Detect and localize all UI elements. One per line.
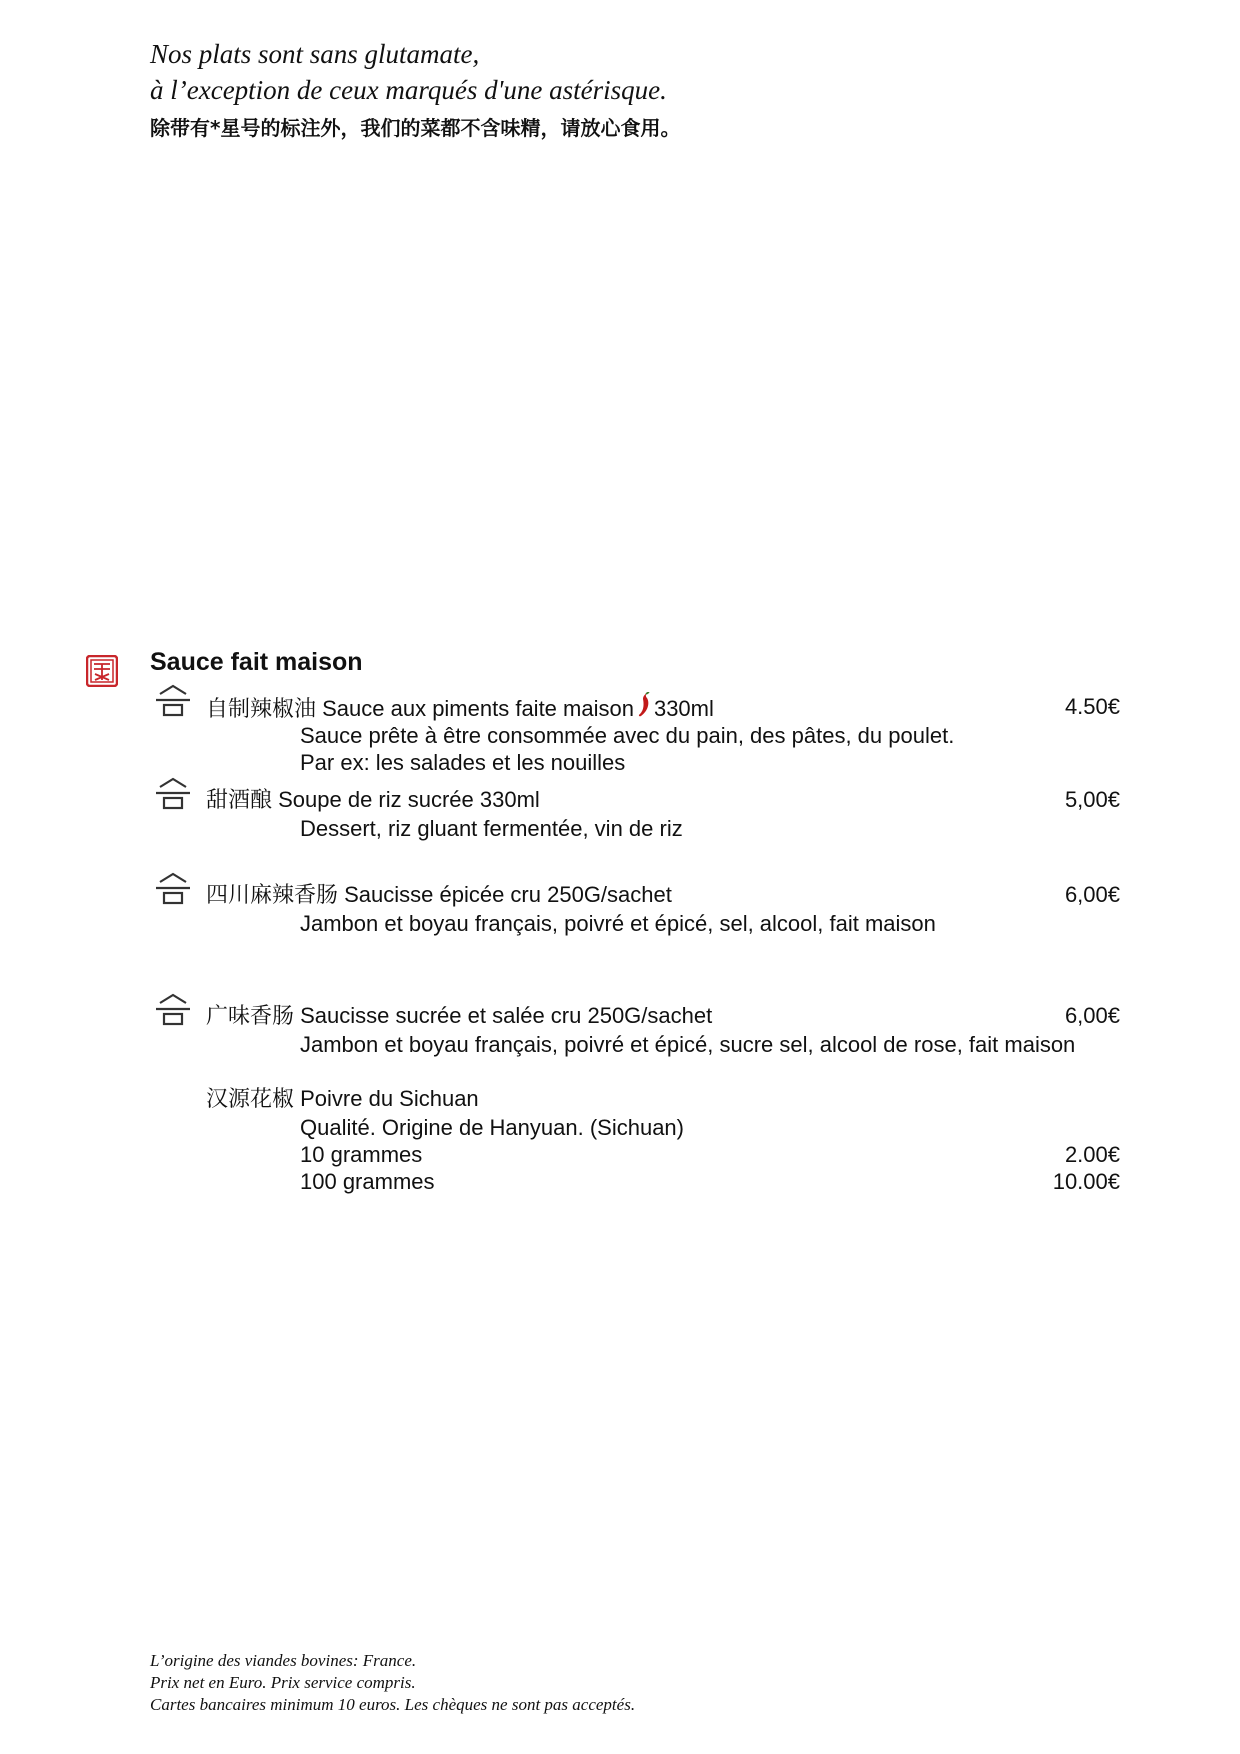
item-description: Sauce prête à être consommée avec du pain, des pâtes, du poulet. (300, 723, 955, 748)
item-description: Dessert, riz gluant fermentée, vin de riz (300, 816, 683, 841)
pepper-option-label: 10 grammes (300, 1142, 423, 1167)
menu-item (150, 692, 1120, 776)
pepper-item (150, 1084, 1120, 1195)
takeaway-icon (154, 993, 192, 1027)
intro-notice (150, 36, 680, 142)
item-name: 四川麻辣香肠 Saucisse épicée cru 250G/sachet (206, 882, 672, 907)
pepper-option-price: 2.00€ (1064, 1142, 1120, 1167)
menu-item (150, 880, 1120, 937)
intro-line-chinese: 除带有*星号的标注外，我们的菜都不含味精，请放心食用。 (150, 116, 681, 140)
item-volume: 330ml (653, 696, 714, 721)
section-title: Sauce fait maison (150, 648, 363, 676)
intro-line-1: Nos plats sont sans glutamate, (150, 39, 480, 69)
item-name: 广味香肠 Saucisse sucrée et salée cru 250G/sachet (206, 1003, 713, 1028)
item-name: 甜酒酿 Soupe de riz sucrée 330ml (206, 787, 540, 812)
takeaway-icon (154, 777, 192, 811)
pepper-option-price: 10.00€ (1052, 1169, 1120, 1194)
pepper-name: 汉源花椒 Poivre du Sichuan (206, 1086, 479, 1111)
chili-pepper-icon (638, 692, 652, 718)
pepper-option-label: 100 grammes (300, 1169, 435, 1194)
item-price: 6,00€ (1064, 1003, 1120, 1028)
item-price: 4.50€ (1064, 694, 1120, 719)
item-description: Jambon et boyau français, poivré et épicé, sucre sel, alcool de rose, fait maison (300, 1032, 1076, 1057)
item-price: 5,00€ (1064, 787, 1120, 812)
pepper-option (150, 1168, 1120, 1195)
item-name-text: 自制辣椒油 Sauce aux piments faite maison (206, 696, 634, 721)
pepper-description: Qualité. Origine de Hanyuan. (Sichuan) (300, 1115, 684, 1140)
takeaway-icon (154, 684, 192, 718)
takeaway-icon (154, 872, 192, 906)
menu-item (150, 1001, 1120, 1058)
item-name (206, 692, 714, 724)
item-price: 6,00€ (1064, 882, 1120, 907)
footer-notice (150, 1650, 635, 1716)
pepper-option (150, 1141, 1120, 1168)
item-description: Jambon et boyau français, poivré et épicé, sel, alcool, fait maison (300, 911, 936, 936)
red-seal-icon (86, 655, 118, 687)
footer-line-3: Cartes bancaires minimum 10 euros. Les chèques ne sont pas acceptés. (150, 1695, 636, 1714)
menu-item (150, 785, 1120, 842)
footer-line-1: L’origine des viandes bovines: France. (150, 1651, 417, 1670)
intro-line-2: à l’exception de ceux marqués d'une astérisque. (150, 75, 667, 105)
item-description-2: Par ex: les salades et les nouilles (300, 750, 626, 775)
footer-line-2: Prix net en Euro. Prix service compris. (150, 1673, 416, 1692)
